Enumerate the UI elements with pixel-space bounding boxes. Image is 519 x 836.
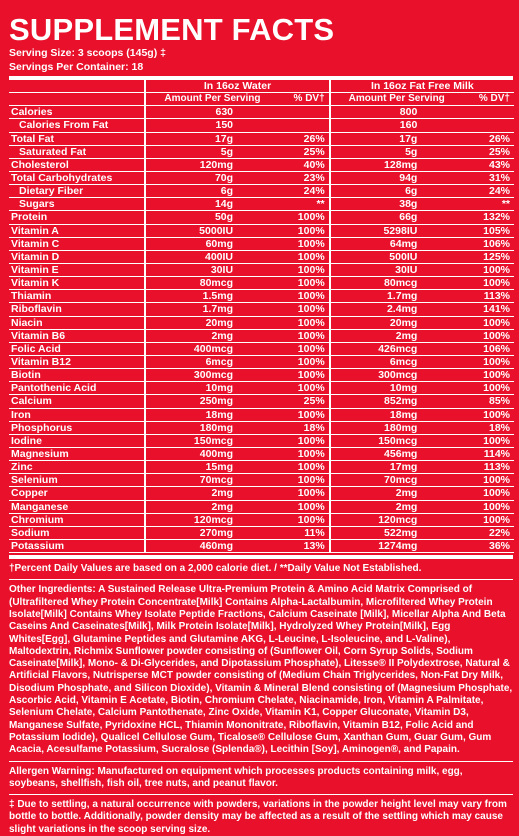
table-row	[9, 447, 514, 460]
dv-water: 100%	[238, 250, 330, 263]
amount-water: 60mg	[145, 237, 238, 250]
other-ingredients: Other Ingredients: A Sustained Release Ultra-Premium Protein & Amino Acid Matrix Comprised of (Ultrafiltered Whey Protein Concentrate[Milk] Contains Alpha-Lactalbumin, Microfiltered Whey Protein Isolate[Milk] Contains Whey Isolate Peptide Fractions, Calcium Caseinate [Milk], Micellar Alpha And Beta Caseins And Caseinates[Milk], Milk Protein Isolate[Milk], Hydrolyzed Whey Protein[Milk], Egg Whites[Egg], Glutamine Peptides and Glutamine AKG, L-Leucine, L-Isoleucine, and L-Valine), Maltodextrin, Richmix Sunflower powder consisting of (Sunflower Oil, Corn Syrup Solids, Sodium Caseinate[Milk], Mono- & Di-Glycerides, and Dipotassium Phosphate), Litesse® II Polydextrose, Natural & Artificial Flavors, Nutrisperse MCT powder consisting of (Medium Chain Triglycerides, Non-Fat Dry Milk, Disodium Phosphate, and Silicon Dioxide), Vitamin & Mineral Blend consisting of (Magnesium Phosphate, Ascorbic Acid, Vitamin E Acetate, Biotin, Chromium Chelate, Niacinamide, Iron, Vitamin A Palmitate, Selenium Chelate, Calcium Pantothenate, Zinc Oxide, Vitamin K1, Copper Gluconate, Vitamin D3, Manganese Sulfate, Pyridoxine HCL, Thiamin Mononitrate, Riboflavin, Vitamin B12, Folic Acid and Potassium Iodide), Qualicel Cellulose Gum, Ticalose® Cellulose Gum, Xanthan Gum, Guar Gum, Gum Acacia, Acesulfame Potassium, Sucralose (Splenda®), Lecithin [Soy], Aminogen®, and Papain.	[9, 584, 513, 756]
nutrient-name: Pantothenic Acid	[9, 382, 145, 395]
nutrient-name: Dietary Fiber	[9, 185, 145, 198]
amount-water: 70g	[145, 171, 238, 184]
nutrient-name: Thiamin	[9, 290, 145, 303]
amount-water: 5g	[145, 145, 238, 158]
table-row	[9, 539, 514, 552]
dv-header-milk: % DV†	[422, 93, 514, 106]
dv-water: 25%	[238, 395, 330, 408]
table-row	[9, 461, 514, 474]
amount-water: 20mg	[145, 316, 238, 329]
dv-milk: 100%	[422, 408, 514, 421]
dv-water: 100%	[238, 263, 330, 276]
amount-water: 18mg	[145, 408, 238, 421]
dv-milk: 43%	[422, 158, 514, 171]
nutrient-name: Manganese	[9, 500, 145, 513]
dv-water: 100%	[238, 461, 330, 474]
amount-water: 120mg	[145, 158, 238, 171]
amount-water: 30IU	[145, 263, 238, 276]
amount-milk: 10mg	[330, 382, 423, 395]
dv-milk: 22%	[422, 526, 514, 539]
amount-milk: 2mg	[330, 329, 423, 342]
table-row	[9, 500, 514, 513]
dv-water: 23%	[238, 171, 330, 184]
amount-milk: 30IU	[330, 263, 423, 276]
nutrient-name: Calories From Fat	[9, 119, 145, 132]
dv-water	[238, 119, 330, 132]
divider	[9, 761, 513, 762]
nutrient-name: Vitamin K	[9, 277, 145, 290]
dv-water: 100%	[238, 342, 330, 355]
amount-milk: 6g	[330, 185, 423, 198]
dv-water: 100%	[238, 500, 330, 513]
amount-milk: 800	[330, 106, 423, 119]
amount-milk: 2.4mg	[330, 303, 423, 316]
serving-size: Serving Size: 3 scoops (145g) ‡	[9, 47, 166, 59]
table-row	[9, 171, 514, 184]
amount-milk: 160	[330, 119, 423, 132]
dv-water: 24%	[238, 185, 330, 198]
dv-milk: 100%	[422, 487, 514, 500]
amount-water: 150	[145, 119, 238, 132]
dv-milk: 100%	[422, 329, 514, 342]
settling-note: ‡ Due to settling, a natural occurrence with powders, variations in the powder height level may vary from bottle to bottle. Additionally, powder density may be affected as a result of the settling which may cause slight variations in the scoop serving size.	[9, 799, 507, 835]
dv-milk: 100%	[422, 316, 514, 329]
column-group-water: In 16oz Water	[145, 80, 329, 93]
nutrient-name: Riboflavin	[9, 303, 145, 316]
nutrient-name: Biotin	[9, 369, 145, 382]
amount-milk: 64mg	[330, 237, 423, 250]
nutrient-name: Magnesium	[9, 447, 145, 460]
dv-milk: 132%	[422, 211, 514, 224]
nutrient-name: Folic Acid	[9, 342, 145, 355]
amount-milk: 6mcg	[330, 355, 423, 368]
column-group-milk: In 16oz Fat Free Milk	[330, 80, 514, 93]
dv-water: 100%	[238, 277, 330, 290]
nutrient-name: Potassium	[9, 539, 145, 552]
dv-water: 100%	[238, 211, 330, 224]
table-row	[9, 145, 514, 158]
table-row	[9, 421, 514, 434]
table-row	[9, 119, 514, 132]
dv-milk: 106%	[422, 237, 514, 250]
amount-milk: 120mcg	[330, 513, 423, 526]
amount-milk: 94g	[330, 171, 423, 184]
amount-milk: 70mcg	[330, 474, 423, 487]
amount-water: 150mcg	[145, 434, 238, 447]
dv-water	[238, 106, 330, 119]
nutrient-name: Chromium	[9, 513, 145, 526]
nutrient-name: Vitamin A	[9, 224, 145, 237]
dv-milk: 100%	[422, 277, 514, 290]
amount-water: 1.5mg	[145, 290, 238, 303]
divider	[9, 579, 513, 580]
nutrient-rows	[9, 106, 514, 553]
dv-milk: 106%	[422, 342, 514, 355]
amount-milk: 17mg	[330, 461, 423, 474]
nutrient-name: Iodine	[9, 434, 145, 447]
dv-water: 100%	[238, 408, 330, 421]
dv-water: 100%	[238, 224, 330, 237]
dv-milk	[422, 106, 514, 119]
amount-water: 300mcg	[145, 369, 238, 382]
dv-milk: 141%	[422, 303, 514, 316]
amount-water: 15mg	[145, 461, 238, 474]
dv-milk: 18%	[422, 421, 514, 434]
table-row	[9, 224, 514, 237]
dv-milk: 31%	[422, 171, 514, 184]
amount-water: 80mcg	[145, 277, 238, 290]
nutrient-name: Zinc	[9, 461, 145, 474]
table-row	[9, 211, 514, 224]
amount-milk: 150mcg	[330, 434, 423, 447]
amount-water: 400mcg	[145, 342, 238, 355]
dv-milk: 100%	[422, 382, 514, 395]
dv-milk	[422, 119, 514, 132]
table-row	[9, 250, 514, 263]
dv-milk: 113%	[422, 461, 514, 474]
empty-header	[9, 80, 145, 93]
dv-milk: 36%	[422, 539, 514, 552]
dv-water: 40%	[238, 158, 330, 171]
page-title: SUPPLEMENT FACTS	[9, 12, 335, 47]
nutrition-table	[9, 80, 514, 553]
amount-water: 17g	[145, 132, 238, 145]
nutrient-name: Vitamin B6	[9, 329, 145, 342]
amount-water: 2mg	[145, 329, 238, 342]
dv-water: 100%	[238, 474, 330, 487]
amount-milk: 500IU	[330, 250, 423, 263]
dv-water: 100%	[238, 382, 330, 395]
amount-water: 180mg	[145, 421, 238, 434]
amount-water: 2mg	[145, 500, 238, 513]
table-row	[9, 487, 514, 500]
dv-milk: 25%	[422, 145, 514, 158]
nutrient-name: Iron	[9, 408, 145, 421]
amount-milk: 1.7mg	[330, 290, 423, 303]
amount-water: 120mcg	[145, 513, 238, 526]
dv-water: 100%	[238, 316, 330, 329]
table-row	[9, 277, 514, 290]
table-row	[9, 237, 514, 250]
amount-milk: 20mg	[330, 316, 423, 329]
dv-milk: 100%	[422, 263, 514, 276]
dv-water: 100%	[238, 513, 330, 526]
amount-milk: 1274mg	[330, 539, 423, 552]
amount-milk: 180mg	[330, 421, 423, 434]
table-row	[9, 198, 514, 211]
dv-milk: 100%	[422, 369, 514, 382]
dv-milk: 100%	[422, 355, 514, 368]
dv-water: 13%	[238, 539, 330, 552]
dv-water: 11%	[238, 526, 330, 539]
table-row	[9, 408, 514, 421]
nutrient-name: Phosphorus	[9, 421, 145, 434]
amount-water: 400mg	[145, 447, 238, 460]
dv-milk: 100%	[422, 500, 514, 513]
nutrient-name: Vitamin B12	[9, 355, 145, 368]
daily-value-footnote: †Percent Daily Values are based on a 2,000 calorie diet. / **Daily Value Not Established.	[9, 563, 422, 575]
table-bottom-rule	[9, 555, 513, 559]
divider	[9, 794, 513, 795]
amount-header-milk: Amount Per Serving	[330, 93, 423, 106]
table-row	[9, 382, 514, 395]
table-row	[9, 132, 514, 145]
dv-milk: 113%	[422, 290, 514, 303]
nutrient-name: Copper	[9, 487, 145, 500]
table-row	[9, 158, 514, 171]
nutrient-name: Calories	[9, 106, 145, 119]
amount-water: 14g	[145, 198, 238, 211]
nutrient-name: Total Fat	[9, 132, 145, 145]
dv-milk: 85%	[422, 395, 514, 408]
dv-water: 100%	[238, 237, 330, 250]
dv-water: 100%	[238, 487, 330, 500]
table-row	[9, 526, 514, 539]
amount-milk: 5298IU	[330, 224, 423, 237]
nutrient-name: Vitamin C	[9, 237, 145, 250]
table-row	[9, 185, 514, 198]
amount-milk: 852mg	[330, 395, 423, 408]
amount-milk: 2mg	[330, 487, 423, 500]
amount-milk: 2mg	[330, 500, 423, 513]
nutrient-name: Sodium	[9, 526, 145, 539]
dv-water: 100%	[238, 290, 330, 303]
amount-water: 250mg	[145, 395, 238, 408]
dv-water: 100%	[238, 434, 330, 447]
table-row	[9, 106, 514, 119]
dv-water: **	[238, 198, 330, 211]
table-row	[9, 355, 514, 368]
dv-water: 18%	[238, 421, 330, 434]
dv-milk: **	[422, 198, 514, 211]
amount-milk: 66g	[330, 211, 423, 224]
amount-water: 70mcg	[145, 474, 238, 487]
amount-milk: 17g	[330, 132, 423, 145]
amount-water: 5000IU	[145, 224, 238, 237]
dv-water: 100%	[238, 369, 330, 382]
table-row	[9, 303, 514, 316]
amount-milk: 128mg	[330, 158, 423, 171]
dv-water: 100%	[238, 303, 330, 316]
amount-milk: 80mcg	[330, 277, 423, 290]
amount-header-water: Amount Per Serving	[145, 93, 238, 106]
nutrient-name: Total Carbohydrates	[9, 171, 145, 184]
table-row	[9, 395, 514, 408]
amount-milk: 38g	[330, 198, 423, 211]
amount-water: 2mg	[145, 487, 238, 500]
nutrient-name: Cholesterol	[9, 158, 145, 171]
dv-water: 100%	[238, 355, 330, 368]
nutrient-name: Niacin	[9, 316, 145, 329]
nutrient-name: Sugars	[9, 198, 145, 211]
amount-water: 630	[145, 106, 238, 119]
table-row	[9, 329, 514, 342]
empty-subheader	[9, 93, 145, 106]
amount-water: 460mg	[145, 539, 238, 552]
table-row	[9, 434, 514, 447]
nutrient-name: Vitamin E	[9, 263, 145, 276]
dv-water: 26%	[238, 132, 330, 145]
amount-water: 270mg	[145, 526, 238, 539]
dv-milk: 24%	[422, 185, 514, 198]
servings-per-container: Servings Per Container: 18	[9, 61, 144, 73]
dv-header-water: % DV†	[238, 93, 330, 106]
table-row	[9, 263, 514, 276]
nutrient-name: Protein	[9, 211, 145, 224]
table-row	[9, 369, 514, 382]
amount-milk: 456mg	[330, 447, 423, 460]
table-row	[9, 316, 514, 329]
table-row	[9, 474, 514, 487]
table-row	[9, 290, 514, 303]
amount-water: 6g	[145, 185, 238, 198]
amount-water: 1.7mg	[145, 303, 238, 316]
amount-milk: 18mg	[330, 408, 423, 421]
amount-milk: 426mcg	[330, 342, 423, 355]
dv-milk: 100%	[422, 474, 514, 487]
nutrient-name: Saturated Fat	[9, 145, 145, 158]
dv-milk: 100%	[422, 434, 514, 447]
nutrient-name: Vitamin D	[9, 250, 145, 263]
dv-milk: 125%	[422, 250, 514, 263]
amount-milk: 5g	[330, 145, 423, 158]
nutrient-name: Calcium	[9, 395, 145, 408]
dv-milk: 105%	[422, 224, 514, 237]
amount-milk: 522mg	[330, 526, 423, 539]
amount-water: 50g	[145, 211, 238, 224]
dv-milk: 100%	[422, 513, 514, 526]
amount-milk: 300mcg	[330, 369, 423, 382]
dv-water: 100%	[238, 329, 330, 342]
nutrient-name: Selenium	[9, 474, 145, 487]
dv-milk: 114%	[422, 447, 514, 460]
amount-water: 10mg	[145, 382, 238, 395]
allergen-warning: Allergen Warning: Manufactured on equipment which processes products containing milk, egg, soybeans, shellfish, fish oil, tree nuts, and peanut flavor.	[9, 765, 463, 789]
table-row	[9, 342, 514, 355]
amount-water: 6mcg	[145, 355, 238, 368]
dv-milk: 26%	[422, 132, 514, 145]
amount-water: 400IU	[145, 250, 238, 263]
table-row	[9, 513, 514, 526]
dv-water: 25%	[238, 145, 330, 158]
dv-water: 100%	[238, 447, 330, 460]
